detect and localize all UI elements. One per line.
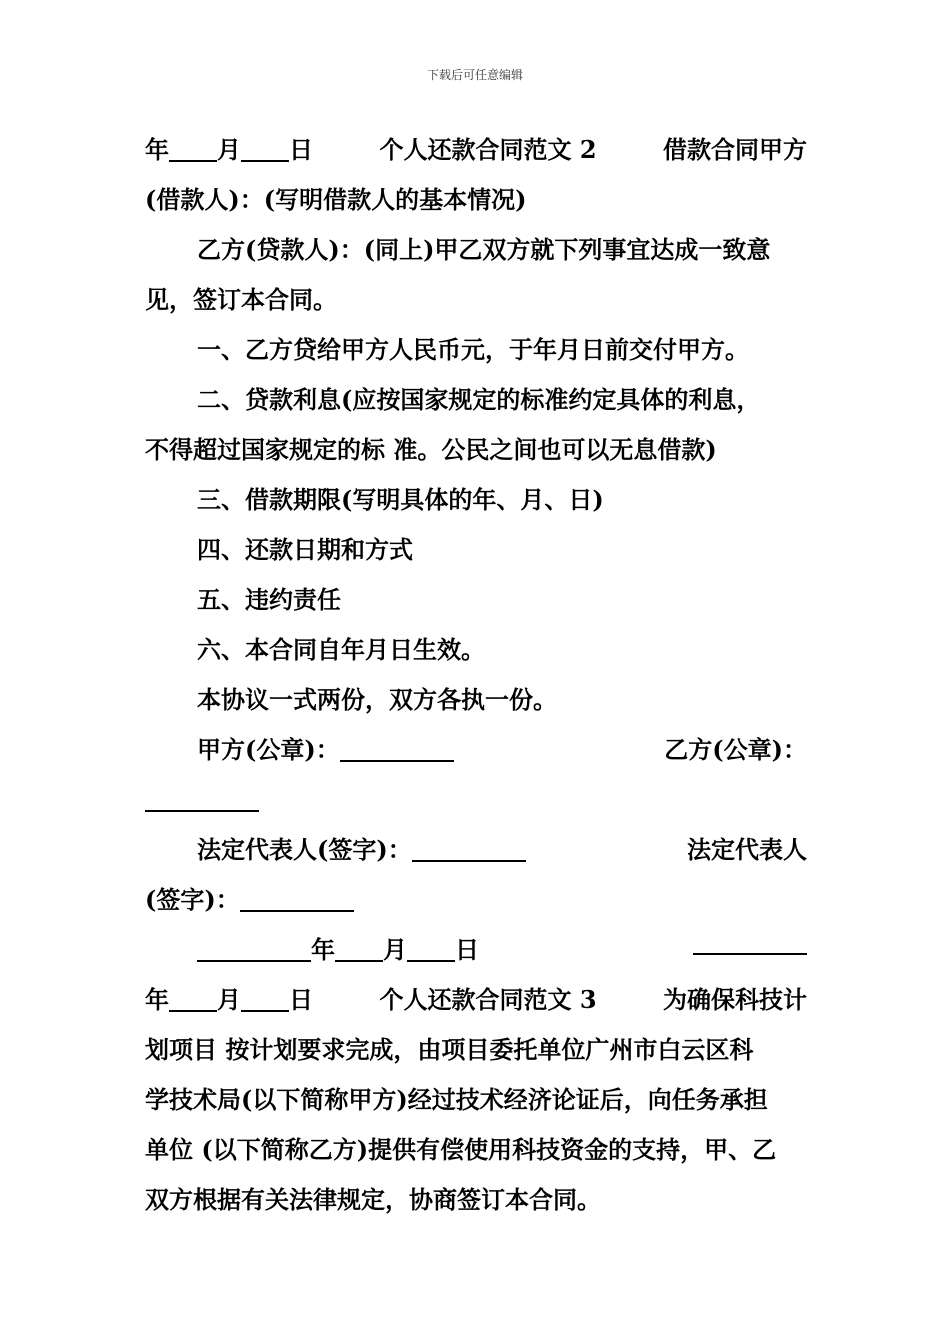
section-title: 个人还款合同范文 2 — [379, 135, 597, 164]
signature-blank — [145, 782, 259, 812]
clause-1: 一、乙方贷给甲方人民币元，于年月日前交付甲方。 — [197, 335, 749, 364]
clause-3: 三、借款期限(写明具体的年、月、日) — [197, 485, 604, 514]
seal-line — [145, 725, 807, 775]
rep-line — [145, 825, 807, 875]
signature-blank — [412, 832, 526, 862]
party-b-seal-label: 乙方(公章)： — [664, 735, 807, 764]
date-blank: 年 月 日 — [145, 975, 313, 1025]
clause-6: 六、本合同自年月日生效。 — [197, 635, 485, 664]
text-run: 借款合同甲方 — [663, 135, 807, 164]
text-line: 双方根据有关法律规定，协商签订本合同。 — [145, 1185, 601, 1214]
text-line — [145, 125, 807, 175]
text-line: (签字)： — [145, 875, 807, 925]
date-blank: 年 月 日 — [197, 925, 479, 975]
party-a-seal-label: 甲方(公章)： — [197, 735, 340, 764]
clause-5: 五、违约责任 — [197, 585, 341, 614]
document-body — [145, 125, 807, 1225]
text-line: 学技术局(以下简称甲方)经过技术经济论证后，向任务承担 — [145, 1085, 768, 1114]
signature-blank — [240, 882, 354, 912]
header-watermark: 下载后可任意编辑 — [426, 68, 523, 82]
clause-4: 四、还款日期和方式 — [197, 535, 413, 564]
section-title: 个人还款合同范文 3 — [379, 985, 597, 1014]
text-line: 划项目 按计划要求完成，由项目委托单位广州市白云区科 — [145, 1035, 754, 1064]
text-line: 乙方(贷款人)：(同上)甲乙双方就下列事宜达成一致意 — [197, 235, 771, 264]
text-line: 单位 (以下简称乙方)提供有偿使用科技资金的支持，甲、乙 — [145, 1135, 777, 1164]
party-a-rep-label: 法定代表人(签字)： — [197, 835, 412, 864]
party-b-rep-label: 法定代表人 — [687, 835, 807, 864]
blank-line — [145, 775, 807, 825]
text-line: 见，签订本合同。 — [145, 285, 337, 314]
date-line — [145, 925, 807, 975]
text-line: 本协议一式两份，双方各执一份。 — [197, 685, 557, 714]
signature-blank — [693, 925, 807, 955]
text-line: (借款人)：(写明借款人的基本情况) — [145, 185, 527, 214]
date-blank: 年 月 日 — [145, 125, 313, 175]
text-line — [145, 975, 807, 1025]
text-run: 为确保科技计 — [663, 985, 807, 1014]
text-line: 不得超过国家规定的标 准。公民之间也可以无息借款) — [145, 435, 717, 464]
signature-blank — [340, 732, 454, 762]
clause-2: 二、贷款利息(应按国家规定的标准约定具体的利息， — [197, 385, 761, 414]
